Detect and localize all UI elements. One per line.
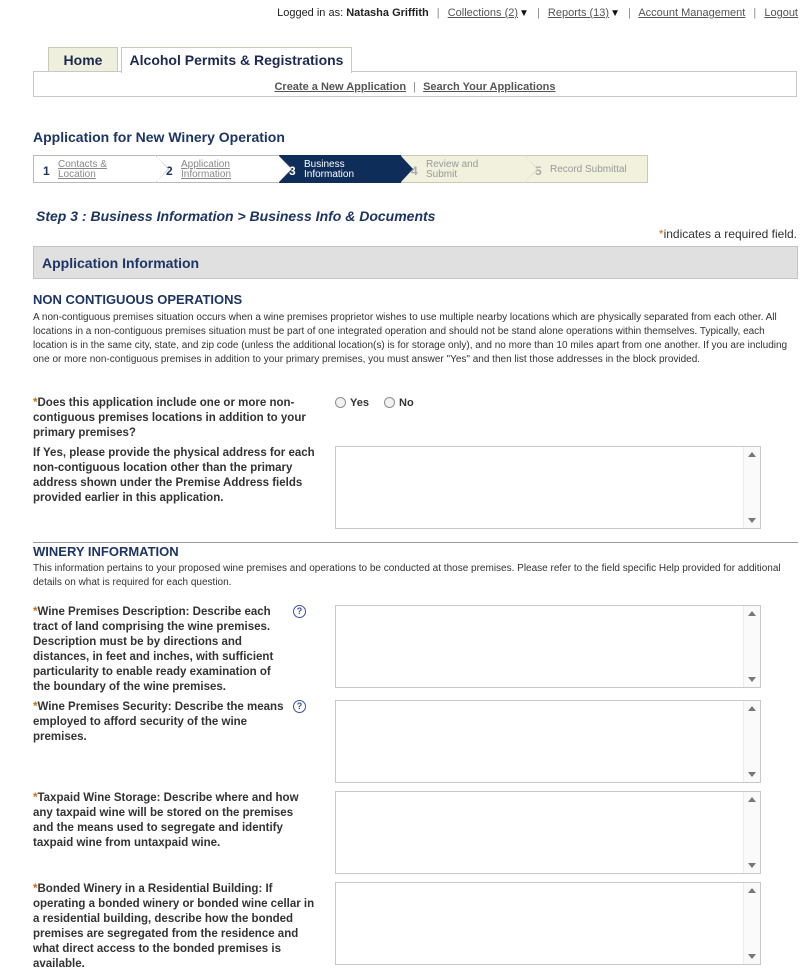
step-heading: Step 3 : Business Information > Business Info & Documents: [36, 208, 436, 224]
step-number: 4: [411, 164, 418, 178]
step-number: 1: [43, 164, 50, 178]
noncontiguous-question: *Does this application include one or more non-contiguous premises locations in addition to your primary premises?: [33, 397, 306, 439]
divider: |: [436, 7, 440, 19]
scroll-up-icon: [748, 611, 756, 616]
sub-navigation: [33, 71, 797, 97]
step-label: Business Information: [304, 159, 355, 180]
step-label[interactable]: Contacts & Location: [58, 159, 107, 180]
page-title: Application for New Winery Operation: [33, 129, 285, 145]
step-business-information: [279, 155, 401, 183]
logged-in-label: Logged in as:: [277, 7, 344, 19]
winery-information-title: WINERY INFORMATION: [33, 544, 179, 559]
noncontiguous-radio-group: [335, 397, 426, 409]
premises-security-label: *Wine Premises Security: Describe the means employed to afford security of the wine premises.: [33, 701, 284, 743]
scroll-down-icon: [748, 772, 756, 777]
residential-building-label: *Bonded Winery in a Residential Building: If operating a bonded winery or bonded wine cellar in a residential building, describe how the bonded premises are segregated from the residence and what direct access to the bonded premises is available.: [33, 883, 315, 970]
logout-link[interactable]: Logout: [764, 7, 798, 19]
reports-link[interactable]: Reports (13): [547, 7, 610, 19]
account-management-link[interactable]: Account Management: [638, 7, 746, 19]
search-applications-link[interactable]: Search Your Applications: [423, 81, 556, 93]
scrollbar[interactable]: [743, 792, 760, 873]
taxpaid-storage-textarea[interactable]: [335, 791, 761, 874]
divider: |: [628, 7, 631, 19]
divider: |: [753, 7, 757, 19]
noncontiguous-title: NON CONTIGUOUS OPERATIONS: [33, 292, 243, 307]
no-option[interactable]: No: [384, 397, 414, 409]
yes-radio[interactable]: [335, 397, 346, 408]
scroll-down-icon: [748, 677, 756, 682]
scroll-down-icon: [748, 863, 756, 868]
scroll-up-icon: [748, 452, 756, 457]
noncontiguous-address-label: If Yes, please provide the physical address for each non-contiguous location other than the primary address shown under the Premise Address fields provided earlier in this application.: [33, 447, 315, 504]
step-number: 3: [289, 164, 296, 178]
help-icon[interactable]: ?: [293, 605, 306, 618]
residential-building-textarea[interactable]: [335, 882, 761, 965]
noncontiguous-address-textarea[interactable]: [335, 446, 761, 529]
step-record-submittal: [525, 155, 648, 183]
yes-option[interactable]: Yes: [335, 397, 369, 409]
user-bar: [277, 7, 798, 19]
premises-description-textarea[interactable]: [335, 605, 761, 688]
taxpaid-storage-label: *Taxpaid Wine Storage: Describe where and how any taxpaid wine will be stored on the premises and the means used to segregate and identify taxpaid wine from untaxpaid wine.: [33, 792, 299, 849]
step-label: Review and Submit: [426, 159, 479, 180]
help-icon[interactable]: ?: [293, 700, 306, 713]
scrollbar[interactable]: [743, 606, 760, 687]
step-label[interactable]: Application Information: [181, 159, 232, 180]
scroll-down-icon: [748, 954, 756, 959]
required-star: *: [658, 227, 664, 241]
section-header: Application Information: [33, 246, 798, 279]
step-number: 5: [535, 164, 542, 178]
scroll-down-icon: [748, 518, 756, 523]
winery-information-description: This information pertains to your proposed wine premises and operations to be conducted at those premises. Please refer to the field specific Help provided for additional details on what is required for each question.: [33, 563, 781, 588]
premises-description-label: *Wine Premises Description: Describe each tract of land comprising the wine premises. Description must be by directions and distances, in feet and inches, with sufficient particularity to enable ready examination of the boundary of the wine premises.: [33, 606, 274, 693]
step-application-information[interactable]: [156, 155, 279, 183]
scroll-up-icon: [748, 888, 756, 893]
create-application-link[interactable]: Create a New Application: [274, 81, 407, 93]
scrollbar[interactable]: [743, 883, 760, 964]
tab-home[interactable]: Home: [48, 47, 118, 72]
step-label: Record Submittal: [550, 164, 627, 175]
collections-link[interactable]: Collections (2): [447, 7, 519, 19]
scrollbar[interactable]: [743, 701, 760, 782]
premises-security-textarea[interactable]: [335, 700, 761, 783]
collections-dropdown-icon[interactable]: ▼: [519, 8, 529, 19]
divider: |: [413, 81, 417, 93]
step-number: 2: [166, 164, 173, 178]
section-divider: [33, 542, 798, 543]
required-field-note: [659, 227, 797, 241]
reports-dropdown-icon[interactable]: ▼: [610, 8, 620, 19]
user-name: Natasha Griffith: [346, 7, 429, 19]
tab-alcohol-permits[interactable]: Alcohol Permits & Registrations: [121, 47, 352, 73]
divider: |: [537, 7, 540, 19]
scrollbar[interactable]: [743, 447, 760, 528]
scroll-up-icon: [748, 706, 756, 711]
step-review-submit: [401, 155, 525, 183]
required-note-text: indicates a required field.: [663, 227, 797, 241]
scroll-up-icon: [748, 797, 756, 802]
noncontiguous-description: A non-contiguous premises situation occurs when a wine premises proprietor wishes to use multiple nearby locations which are physically separated from each other. All locations in a non-contiguous premises situation must be part of one integrated operation and should not be stand alone operations within themselves. Typically, each location is in the same city, state, and zip code (unless the additional location(s) is for storage only), and no more than 10 miles apart from one another. If you are including one or more non-contiguous premises in addition to your primary premises, you must answer "Yes" and then list those addresses in the block provided.: [33, 312, 788, 365]
no-radio[interactable]: [384, 397, 395, 408]
step-contacts-location[interactable]: [33, 155, 156, 183]
